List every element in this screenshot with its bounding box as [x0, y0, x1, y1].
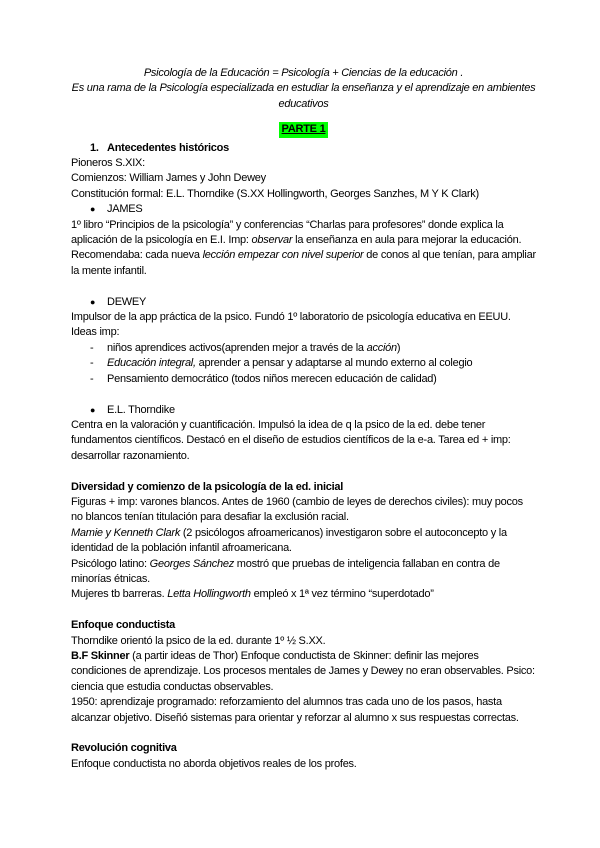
heading-revolucion-cognitiva: Revolución cognitiva	[71, 742, 177, 755]
bullet-label: E.L. Thorndike	[107, 403, 175, 416]
text-run: Psicólogo latino:	[71, 557, 150, 570]
bullet-item-thorndike	[71, 403, 536, 418]
italic-run: lección empezar con nivel superior	[202, 249, 364, 262]
doc-subtitle-line-2: Es una rama de la Psicología especializada en estudiar la enseñanza y el aprendizaje en ambientes educativos	[71, 82, 536, 110]
paragraph-figuras: Figuras + imp: varones blancos. Antes de 1960 (cambio de leyes de derechos civiles): muy pocos no blancos tenían titulación para desafiar la exclusión racial.	[71, 495, 523, 524]
list-item-text: Pensamiento democrático (todos niños merecen educación de calidad)	[107, 372, 437, 385]
paragraph-constitucion: Constitución formal: E.L. Thorndike (S.XX Hollingworth, Georges Sanzhes, M Y K Clark)	[71, 187, 479, 200]
bullet-icon: ●	[90, 296, 96, 307]
text-run: la enseñanza en aula para mejorar la educación. Recomendaba: cada nueva	[71, 234, 522, 262]
bullet-item-james	[71, 202, 536, 217]
bullet-icon: ●	[90, 204, 96, 215]
paragraph-mamie-clark	[71, 526, 536, 557]
heading-title: Antecedentes históricos	[107, 141, 230, 154]
blank-line	[71, 387, 536, 402]
bullet-label: JAMES	[107, 203, 143, 216]
doc-subtitle-line-1: Psicología de la Educación = Psicología + Ciencias de la educación .	[143, 67, 464, 79]
paragraph-dewey-intro: Impulsor de la app práctica de la psico. Fundó 1º laboratorio de psicología educativa en EEUU. Ideas imp:	[71, 311, 511, 339]
dash-item-educacion-integral	[71, 356, 536, 371]
italic-run: observar	[251, 234, 293, 247]
dash-icon: -	[90, 341, 94, 354]
dash-item-ninos	[71, 341, 536, 356]
text-run: de conos al que tenían, para ampliar la mente infantil.	[71, 249, 536, 277]
heading-diversidad: Diversidad y comienzo de la psicología de la ed. inicial	[71, 480, 344, 493]
dash-icon: -	[90, 357, 94, 370]
bullet-item-dewey	[71, 295, 536, 310]
bullet-label: DEWEY	[107, 295, 147, 308]
parte-1-badge: PARTE 1	[279, 122, 329, 137]
parte-1-line	[71, 122, 536, 137]
text-run: (2 psicólogos afroamericanos) investigaron sobre el autoconcepto y la identidad de la población infantil afroamericana.	[71, 526, 507, 555]
paragraph-thorndike: Centra en la valoración y cuantificación. Impulsó la idea de q la psico de la ed. debe tener fundamentos científicos. Destacó en el diseño de estudios científicos de la e-a. Tarea ed + imp: desarrollar razonamiento.	[71, 418, 511, 462]
paragraph-hollingworth	[71, 587, 536, 602]
bullet-icon: ●	[90, 404, 96, 415]
dash-icon: -	[90, 372, 94, 385]
dash-item-pensamiento	[71, 372, 536, 387]
blank-line	[71, 279, 536, 294]
paragraph-james	[71, 218, 536, 280]
text-run: (a partir ideas de Thor) Enfoque conductista de Skinner: definir las mejores condiciones de aprendizaje. Los procesos mentales de James y Dewey no eran observables. Psico: ciencia que estudia conductas observables.	[71, 649, 535, 693]
blank-line	[71, 464, 536, 479]
paragraph-pioneros: Pioneros S.XIX:	[71, 157, 145, 170]
text-run: Mujeres tb barreras.	[71, 588, 168, 601]
paragraph-comienzos: Comienzos: William James y John Dewey	[71, 172, 266, 185]
list-item-text	[107, 341, 536, 356]
blank-line	[71, 726, 536, 741]
text-run: )	[396, 341, 401, 354]
heading-number: 1.	[90, 141, 99, 154]
paragraph-skinner	[71, 649, 536, 695]
blank-line	[71, 603, 536, 618]
paragraph-georges-sanchez	[71, 557, 536, 588]
italic-run: Georges Sánchez	[149, 557, 234, 570]
text-run: aprender a pensar y adaptarse al mundo externo al colegio	[195, 357, 473, 370]
bold-run: B.F Skinner	[71, 649, 130, 662]
italic-run: Letta Hollingworth	[167, 588, 251, 601]
text-run: empleó x 1ª vez término “superdotado”	[250, 588, 434, 601]
paragraph-thorndike-oriento: Thorndike orientó la psico de la ed. durante 1º ½ S.XX.	[71, 634, 326, 647]
paragraph-revolucion: Enfoque conductista no aborda objetivos reales de los profes.	[71, 757, 357, 770]
italic-run: acción	[366, 341, 397, 354]
italic-run: Educación integral,	[107, 357, 196, 370]
text-run: niños aprendices activos(aprenden mejor a través de la	[107, 341, 367, 354]
text-run: 1º libro “Principios de la psicología” y conferencias “Charlas para profesores” donde explica la aplicación de la psicología en E.I. Imp:	[71, 218, 504, 247]
list-item-text	[107, 356, 536, 371]
text-run: mostró que pruebas de inteligencia fallaban en contra de minorías étnicas.	[71, 557, 500, 585]
italic-run: Mamie y Kenneth Clark	[71, 526, 181, 539]
section-heading-antecedentes	[71, 141, 536, 156]
heading-enfoque-conductista: Enfoque conductista	[71, 619, 176, 632]
paragraph-aprendizaje-programado: 1950: aprendizaje programado: reforzamiento del alumnos tras cada uno de los pasos, hasta alcanzar objetivo. Diseñó sistemas para orientar y reforzar al alumno x sus respuestas correctas.	[71, 696, 519, 724]
